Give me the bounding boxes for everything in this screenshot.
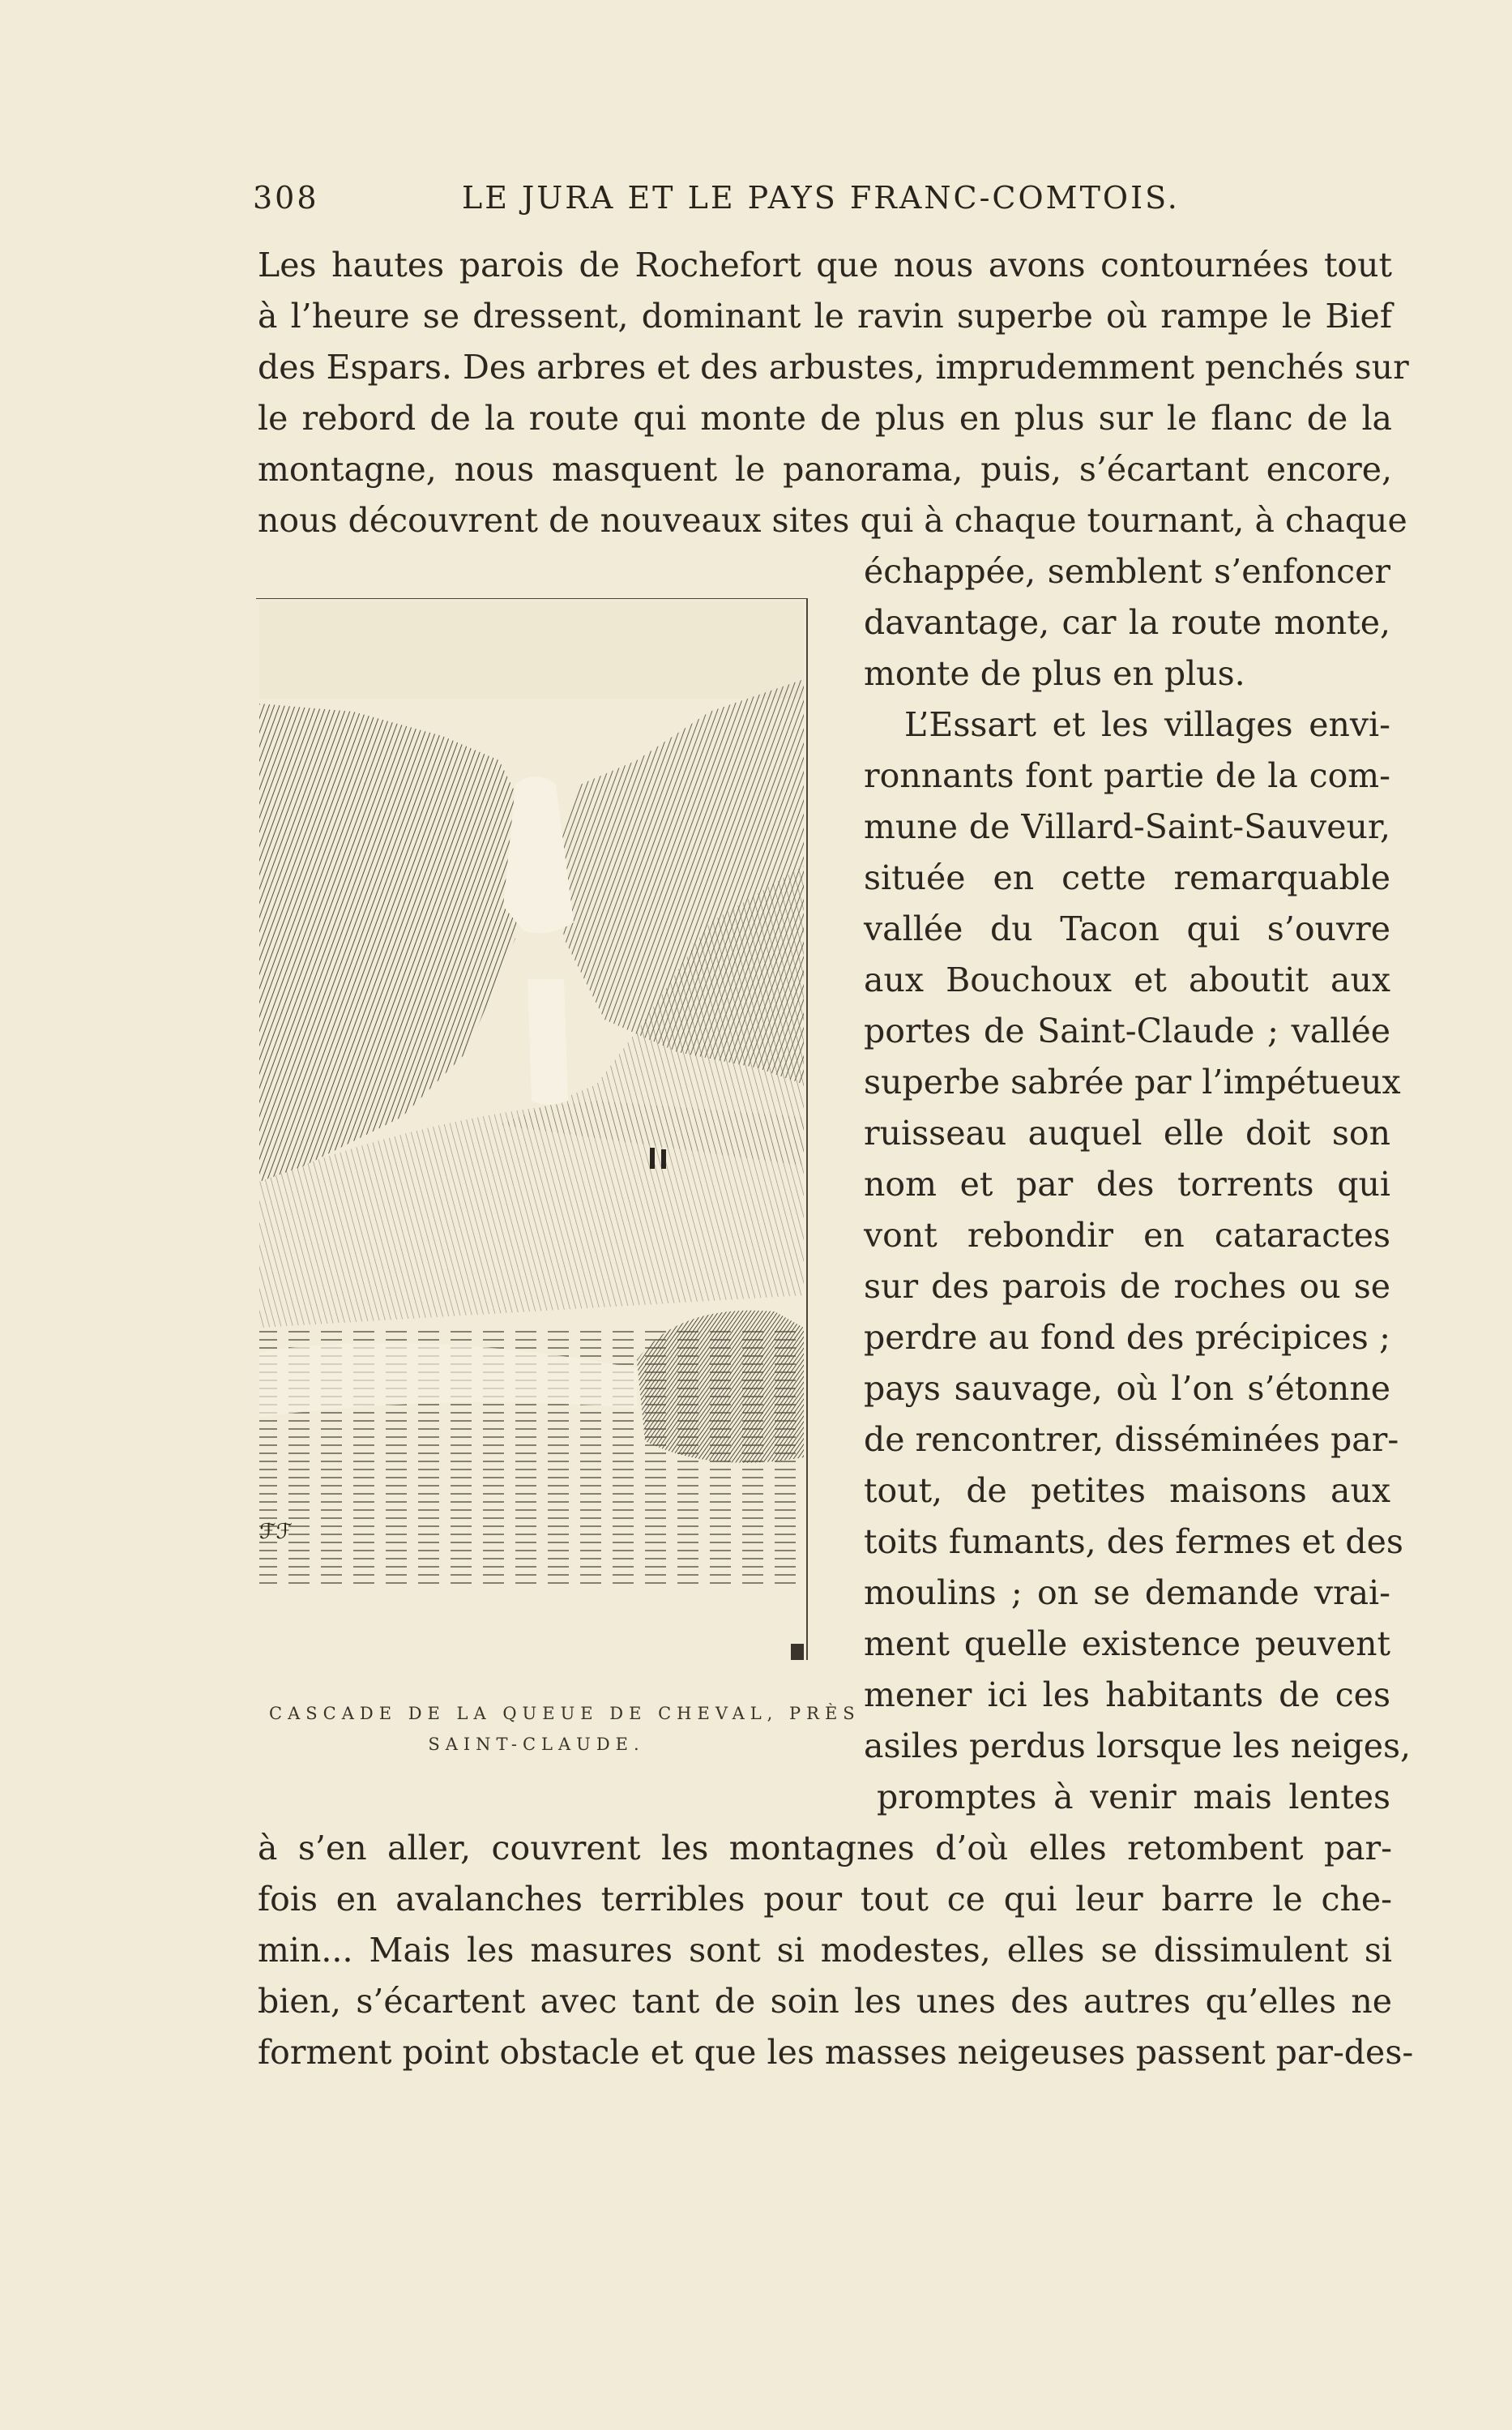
text-line: asiles perdus lorsque les neiges, <box>864 1726 1412 1765</box>
text-line: montagne, nous masquent le panorama, puis, s’écartant encore, <box>258 450 1392 489</box>
text-line: fois en avalanches terribles pour tout ce qui leur barre le che- <box>258 1880 1392 1919</box>
waterfall-engraving <box>256 598 815 1684</box>
text-line: Les hautes parois de Rochefort que nous avons contournées tout <box>258 246 1392 284</box>
text-line: forment point obstacle et que les masses neigeuses passent par-des- <box>258 2033 1414 2072</box>
text-line: moulins ; on se demande vrai- <box>864 1573 1390 1612</box>
text-line: de rencontrer, disséminées par- <box>864 1420 1399 1459</box>
text-line: vallée du Tacon qui s’ouvre <box>864 909 1390 948</box>
text-line: aux Bouchoux et aboutit aux <box>864 960 1390 999</box>
engraver-mark: ℱℱ <box>259 1520 293 1544</box>
running-title: LE JURA ET LE PAYS FRANC-COMTOIS. <box>462 180 1180 216</box>
text-line: mener ici les habitants de ces <box>864 1675 1390 1714</box>
text-line: min... Mais les masures sont si modestes, elles se dissimulent si <box>258 1931 1392 1970</box>
text-line: à l’heure se dressent, dominant le ravin superbe où rampe le Bief <box>258 297 1392 336</box>
text-line: le rebord de la route qui monte de plus en plus sur le flanc de la <box>258 399 1392 438</box>
text-line: perdre au fond des précipices ; <box>864 1318 1390 1357</box>
page-number: 308 <box>253 180 319 216</box>
text-line: ment quelle existence peuvent <box>864 1624 1390 1663</box>
text-line: L’Essart et les villages envi- <box>904 705 1390 744</box>
figure-caption-line2: SAINT-CLAUDE. <box>428 1735 645 1754</box>
text-line: nous découvrent de nouveaux sites qui à chaque tournant, à chaque <box>258 501 1407 540</box>
text-line: superbe sabrée par l’impétueux <box>864 1063 1401 1102</box>
text-line: toits fumants, des fermes et des <box>864 1522 1403 1561</box>
text-line: des Espars. Des arbres et des arbustes, imprudemment penchés sur <box>258 348 1409 387</box>
running-header <box>253 180 1266 229</box>
text-line: bien, s’écartent avec tant de soin les unes des autres qu’elles ne <box>258 1982 1392 2021</box>
text-line: à s’en aller, couvrent les montagnes d’où elles retombent par- <box>258 1829 1392 1867</box>
text-line: davantage, car la route monte, <box>864 603 1390 642</box>
text-line: nom et par des torrents qui <box>864 1165 1390 1204</box>
text-line: pays sauvage, où l’on s’étonne <box>864 1369 1390 1408</box>
text-line: ronnants font partie de la com- <box>864 756 1390 795</box>
text-line: sur des parois de roches ou se <box>864 1267 1390 1306</box>
text-line: échappée, semblent s’enfoncer <box>864 552 1390 591</box>
text-line: située en cette remarquable <box>864 858 1390 897</box>
text-line: vont rebondir en cataractes <box>864 1216 1390 1255</box>
text-line: portes de Saint-Claude ; vallée <box>864 1012 1390 1050</box>
text-line: promptes à venir mais lentes <box>877 1778 1390 1816</box>
text-line: tout, de petites maisons aux <box>864 1471 1390 1510</box>
text-line: monte de plus en plus. <box>864 654 1245 693</box>
text-line: ruisseau auquel elle doit son <box>864 1114 1390 1153</box>
figure-caption-line1: CASCADE DE LA QUEUE DE CHEVAL, PRÈS <box>269 1704 861 1723</box>
text-line: mune de Villard-Saint-Sauveur, <box>864 807 1390 846</box>
